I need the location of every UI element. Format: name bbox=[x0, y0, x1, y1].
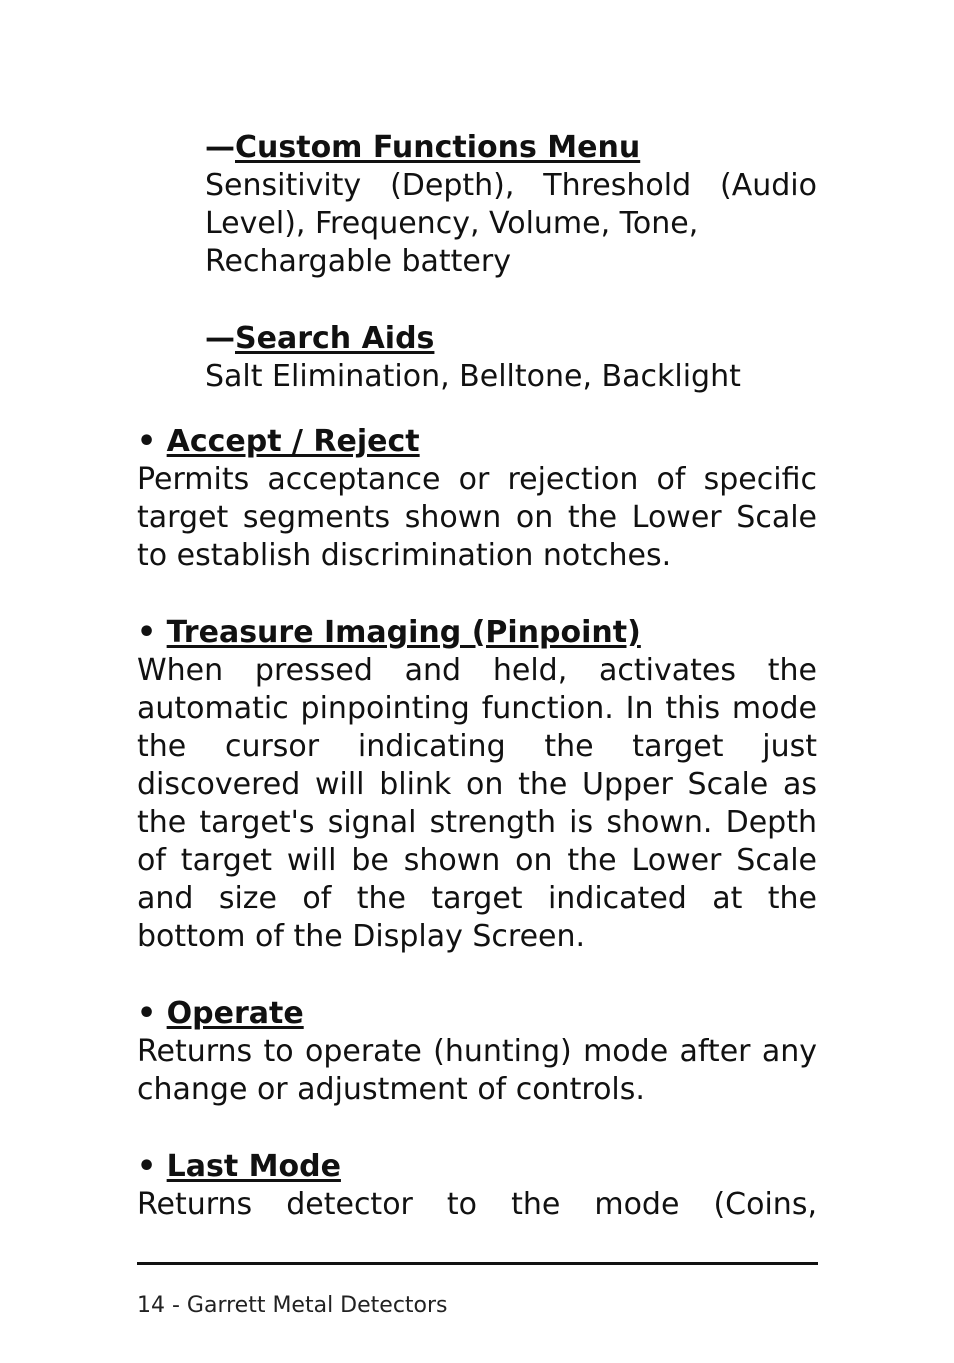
body-line: Level), Frequency, Volume, Tone, bbox=[205, 206, 699, 241]
section-heading bbox=[137, 423, 817, 461]
section-body: Returns detector to the mode (Coins, bbox=[137, 1187, 817, 1222]
section-last-mode bbox=[137, 1148, 817, 1224]
section-heading bbox=[205, 129, 817, 167]
bullet-marker: • bbox=[137, 615, 157, 650]
section-heading bbox=[205, 320, 817, 358]
section-custom-functions bbox=[205, 129, 817, 281]
body-line: Sensitivity (Depth), Threshold (Audio bbox=[205, 168, 817, 203]
section-heading bbox=[137, 1148, 817, 1186]
heading-label: Operate bbox=[166, 996, 304, 1031]
section-heading bbox=[137, 614, 817, 652]
section-operate bbox=[137, 995, 817, 1109]
section-body: Salt Elimination, Belltone, Backlight bbox=[205, 359, 741, 394]
section-treasure-imaging bbox=[137, 614, 817, 956]
section-accept-reject bbox=[137, 423, 817, 575]
footer-divider bbox=[137, 1262, 818, 1265]
bullet-marker: • bbox=[137, 996, 157, 1031]
dash-marker: — bbox=[205, 130, 235, 165]
heading-label: Search Aids bbox=[235, 321, 435, 356]
body-line: Rechargable battery bbox=[205, 244, 511, 279]
heading-label: Custom Functions Menu bbox=[235, 130, 641, 165]
bullet-marker: • bbox=[137, 424, 157, 459]
section-body: When pressed and held, activates the automatic pinpointing function. In this mode the cursor indicating the target just discovered will blink on the Upper Scale as the target's signal strength is shown. Depth of target will be shown on the Lower Scale and size of the target indicated at the bottom of the Display Screen. bbox=[137, 653, 817, 954]
section-search-aids bbox=[205, 320, 817, 396]
section-body: Returns to operate (hunting) mode after any change or adjustment of controls. bbox=[137, 1034, 817, 1107]
section-body: Permits acceptance or rejection of specific target segments shown on the Lower Scale to establish discrimination notches. bbox=[137, 462, 817, 573]
heading-label: Last Mode bbox=[166, 1149, 341, 1184]
bullet-marker: • bbox=[137, 1149, 157, 1184]
heading-label: Treasure Imaging (Pinpoint) bbox=[166, 615, 641, 650]
dash-marker: — bbox=[205, 321, 235, 356]
page-footer: 14 - Garrett Metal Detectors bbox=[137, 1293, 448, 1318]
heading-label: Accept / Reject bbox=[166, 424, 420, 459]
section-heading bbox=[137, 995, 817, 1033]
